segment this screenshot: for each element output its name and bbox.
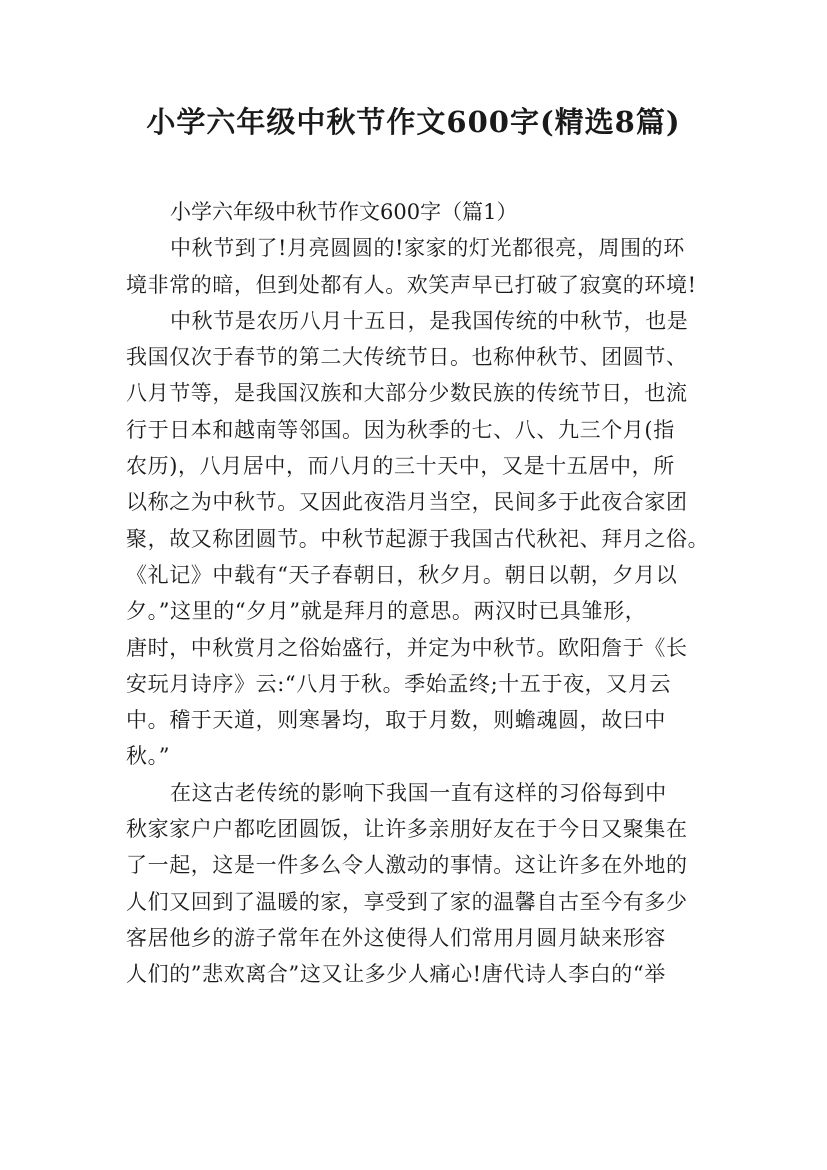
- paragraph-line: 行于日本和越南等邻国。因为秋季的七、八、九三个月(指: [126, 417, 675, 442]
- paragraph-line: 我国仅次于春节的第二大传统节日。也称仲秋节、团圆节、: [126, 345, 688, 370]
- paragraph-line: 《礼记》中载有“天子春朝日，秋夕月。朝日以朝，夕月以: [126, 562, 678, 587]
- section-heading: 小学六年级中秋节作文600字（篇1）: [170, 200, 518, 224]
- paragraph-line: 秋家家户户都吃团圆饭，让许多亲朋好友在于今日又聚集在: [126, 817, 688, 842]
- paragraph-line: 秋。”: [126, 744, 171, 769]
- paragraph-line: 安玩月诗序》云:“八月于秋。季始孟终;十五于夜，又月云: [126, 671, 672, 696]
- document-title: 小学六年级中秋节作文600字(精选8篇): [146, 105, 681, 139]
- paragraph-line: 八月节等，是我国汉族和大部分少数民族的传统节日，也流: [126, 381, 688, 406]
- paragraph-line: 聚，故又称团圆节。中秋节起源于我国古代秋祀、拜月之俗。: [126, 526, 710, 551]
- paragraph-line: 了一起，这是一件多么令人激动的事情。这让许多在外地的: [126, 853, 688, 878]
- paragraph-line: 境非常的暗，但到处都有人。欢笑声早已打破了寂寞的环境!: [126, 272, 697, 297]
- paragraph-line: 人们又回到了温暖的家，享受到了家的温馨自古至今有多少: [126, 889, 688, 914]
- paragraph-line: 人们的”悲欢离合”这又让多少人痛心!唐代诗人李白的“举: [126, 962, 666, 987]
- paragraph-line: 中秋节到了!月亮圆圆的!家家的灯光都很亮，周围的环: [170, 236, 685, 261]
- paragraph-line: 夕。”这里的“夕月”就是拜月的意思。两汉时已具雏形，: [126, 599, 647, 624]
- paragraph-line: 中。稽于天道，则寒暑均，取于月数，则蟾魂圆，故曰中: [126, 708, 666, 733]
- paragraph-line: 在这古老传统的影响下我国一直有这样的习俗每到中: [170, 780, 667, 805]
- paragraph-line: 以称之为中秋节。又因此夜浩月当空，民间多于此夜合家团: [126, 490, 688, 515]
- paragraph-line: 客居他乡的游子常年在外这使得人们常用月圆月缺来形容: [126, 925, 666, 950]
- paragraph-line: 中秋节是农历八月十五日，是我国传统的中秋节，也是: [170, 308, 689, 333]
- paragraph-line: 农历)，八月居中，而八月的三十天中，又是十五居中，所: [126, 454, 675, 479]
- document-body: [126, 194, 716, 993]
- paragraph-line: 唐时，中秋赏月之俗始盛行，并定为中秋节。欧阳詹于《长: [126, 635, 688, 660]
